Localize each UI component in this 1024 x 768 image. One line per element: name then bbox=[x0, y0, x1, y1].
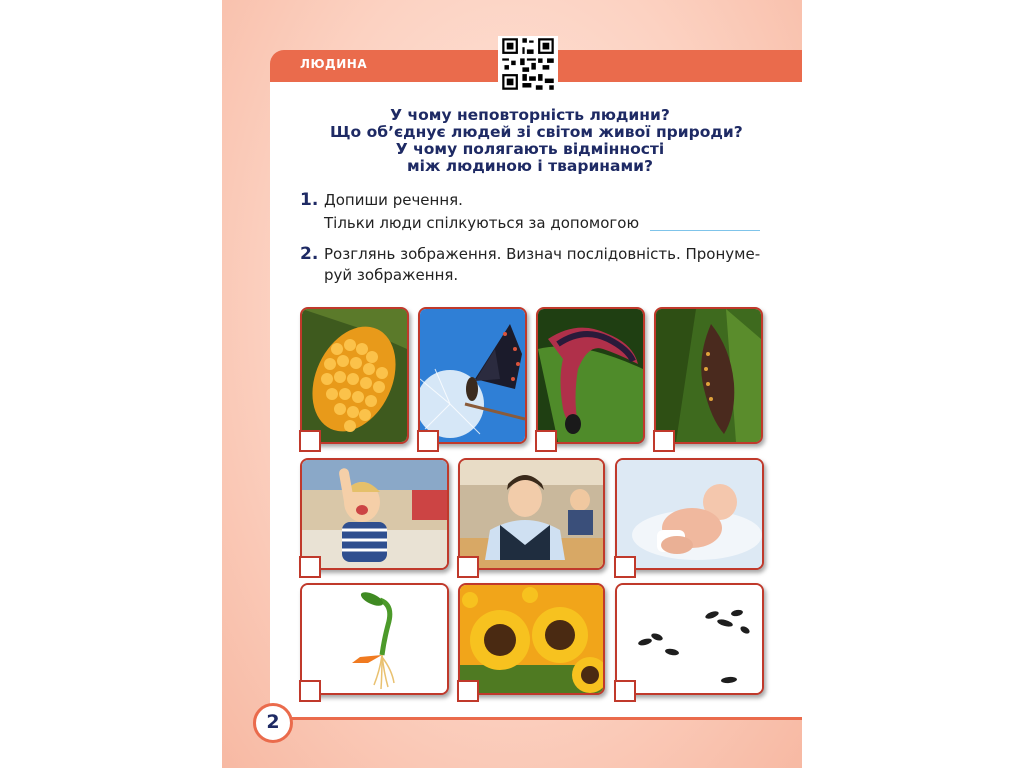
order-checkbox[interactable] bbox=[457, 556, 479, 578]
lesson-questions bbox=[330, 106, 743, 175]
order-checkbox[interactable] bbox=[614, 556, 636, 578]
section-label: ЛЮДИНА bbox=[300, 57, 368, 71]
task-number: 1. bbox=[300, 190, 319, 210]
image-schoolboy bbox=[458, 458, 605, 570]
image-sunflowers bbox=[458, 583, 605, 695]
task-number: 2. bbox=[300, 244, 319, 264]
qr-code[interactable] bbox=[498, 36, 558, 92]
image-butterfly bbox=[418, 307, 527, 444]
order-checkbox[interactable] bbox=[299, 680, 321, 702]
image-chrysalis bbox=[654, 307, 763, 444]
task-sentence: Тільки люди спілкуються за допомогою bbox=[324, 214, 640, 232]
order-checkbox[interactable] bbox=[653, 430, 675, 452]
task-instruction-continued: руй зображення. bbox=[324, 266, 459, 284]
question-line: У чому неповторність людини? bbox=[390, 106, 670, 124]
task-instruction: Розглянь зображення. Визнач послідовність. Пронуме- bbox=[324, 245, 761, 263]
question-line: Що об’єднує людей зі світом живої природи? bbox=[330, 123, 743, 141]
image-child-raising-hand bbox=[300, 458, 449, 570]
image-baby bbox=[615, 458, 764, 570]
image-butterfly-eggs bbox=[300, 307, 409, 444]
question-line: У чому полягають відмінності bbox=[395, 140, 665, 158]
answer-blank-line[interactable] bbox=[650, 230, 760, 231]
order-checkbox[interactable] bbox=[535, 430, 557, 452]
order-checkbox[interactable] bbox=[457, 680, 479, 702]
image-sunflower-seeds bbox=[615, 583, 764, 695]
question-line: між людиною і тваринами? bbox=[406, 157, 654, 175]
order-checkbox[interactable] bbox=[614, 680, 636, 702]
task-instruction: Допиши речення. bbox=[324, 191, 463, 209]
image-caterpillar bbox=[536, 307, 645, 444]
order-checkbox[interactable] bbox=[299, 556, 321, 578]
order-checkbox[interactable] bbox=[299, 430, 321, 452]
order-checkbox[interactable] bbox=[417, 430, 439, 452]
footer-line bbox=[280, 717, 802, 720]
page-number: 2 bbox=[253, 703, 293, 743]
image-sprout bbox=[300, 583, 449, 695]
